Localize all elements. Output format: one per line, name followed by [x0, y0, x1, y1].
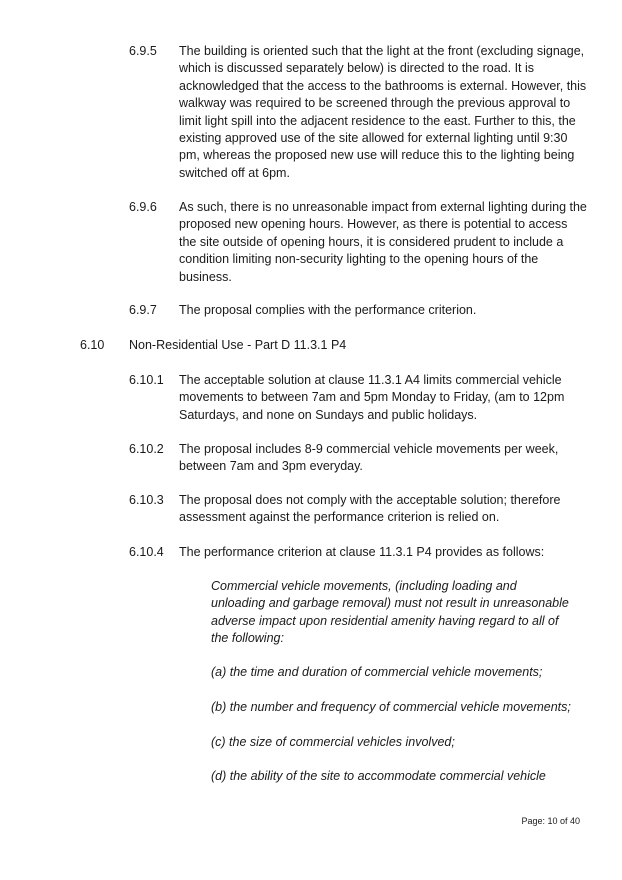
paragraph-text	[179, 199, 587, 286]
paragraph-number: 6.9.7	[129, 303, 157, 317]
text-line: As such, there is no unreasonable impact from external lighting during the	[179, 200, 587, 214]
paragraph-text	[179, 43, 586, 182]
page-number-footer: Page: 10 of 40	[521, 816, 580, 826]
quote-item: (b) the number and frequency of commercial vehicle movements;	[211, 700, 571, 714]
quote-line: adverse impact upon residential amenity having regard to all of	[211, 613, 559, 628]
text-line: assessment against the performance criterion is relied on.	[179, 510, 500, 525]
quote-line: unloading and garbage removal) must not result in unreasonable	[211, 596, 569, 611]
quote-line: the following:	[211, 631, 284, 646]
text-line: switched off at 6pm.	[179, 165, 290, 180]
section-heading	[129, 337, 346, 354]
paragraph-number: 6.9.6	[129, 200, 157, 214]
paragraph-number: 6.10.1	[129, 373, 164, 387]
text-line: The proposal includes 8-9 commercial vehicle movements per week,	[179, 442, 559, 456]
paragraph-text	[179, 372, 564, 424]
paragraph-number: 6.10.3	[129, 493, 164, 507]
paragraph-number: 6.10.2	[129, 442, 164, 456]
quote-line: Commercial vehicle movements, (including loading and	[211, 579, 517, 593]
text-line: Saturdays, and none on Sundays and public holidays.	[179, 407, 478, 422]
text-line: The performance criterion at clause 11.3.1 P4 provides as follows:	[179, 545, 545, 559]
text-line: The building is oriented such that the light at the front (excluding signage,	[179, 44, 585, 58]
text-line: proposed new opening hours. However, as there is potential to access	[179, 217, 568, 232]
heading-line: Non-Residential Use - Part D 11.3.1 P4	[129, 338, 347, 352]
text-line: existing approved use of the site allowed for external lighting until 9:30	[179, 130, 568, 145]
paragraph-text	[179, 441, 558, 476]
text-line: The proposal complies with the performance criterion.	[179, 303, 477, 317]
quote-intro	[211, 578, 569, 648]
text-line: movements to between 7am and 5pm Monday to Friday, (am to 12pm	[179, 390, 565, 405]
section-number: 6.10	[80, 338, 105, 352]
paragraph-text	[179, 302, 476, 319]
text-line: The acceptable solution at clause 11.3.1 A4 limits commercial vehicle	[179, 373, 562, 387]
quote-item: (a) the time and duration of commercial vehicle movements;	[211, 665, 543, 679]
paragraph-number: 6.9.5	[129, 44, 157, 58]
text-line: walkway was required to be screened through the previous approval to	[179, 96, 571, 111]
quote-item: (d) the ability of the site to accommodate commercial vehicle	[211, 769, 546, 783]
text-line: The proposal does not comply with the acceptable solution; therefore	[179, 493, 561, 507]
text-line: the site outside of opening hours, it is considered prudent to include a	[179, 234, 564, 249]
quote-item: (c) the size of commercial vehicles involved;	[211, 735, 455, 749]
paragraph-text	[179, 492, 560, 527]
text-line: acknowledged that the access to the bathrooms is external. However, this	[179, 78, 587, 93]
paragraph-number: 6.10.4	[129, 545, 164, 559]
text-line: limit light spill into the adjacent residence to the east. Further to this, the	[179, 113, 576, 128]
text-line: between 7am and 3pm everyday.	[179, 459, 363, 474]
text-line: which is discussed separately below) is directed to the road. It is	[179, 61, 535, 76]
paragraph-text	[179, 544, 544, 561]
text-line: pm, whereas the proposed new use will reduce this to the lighting being	[179, 148, 575, 163]
text-line: business.	[179, 269, 232, 284]
text-line: condition limiting non-security lighting to the opening hours of the	[179, 252, 539, 267]
